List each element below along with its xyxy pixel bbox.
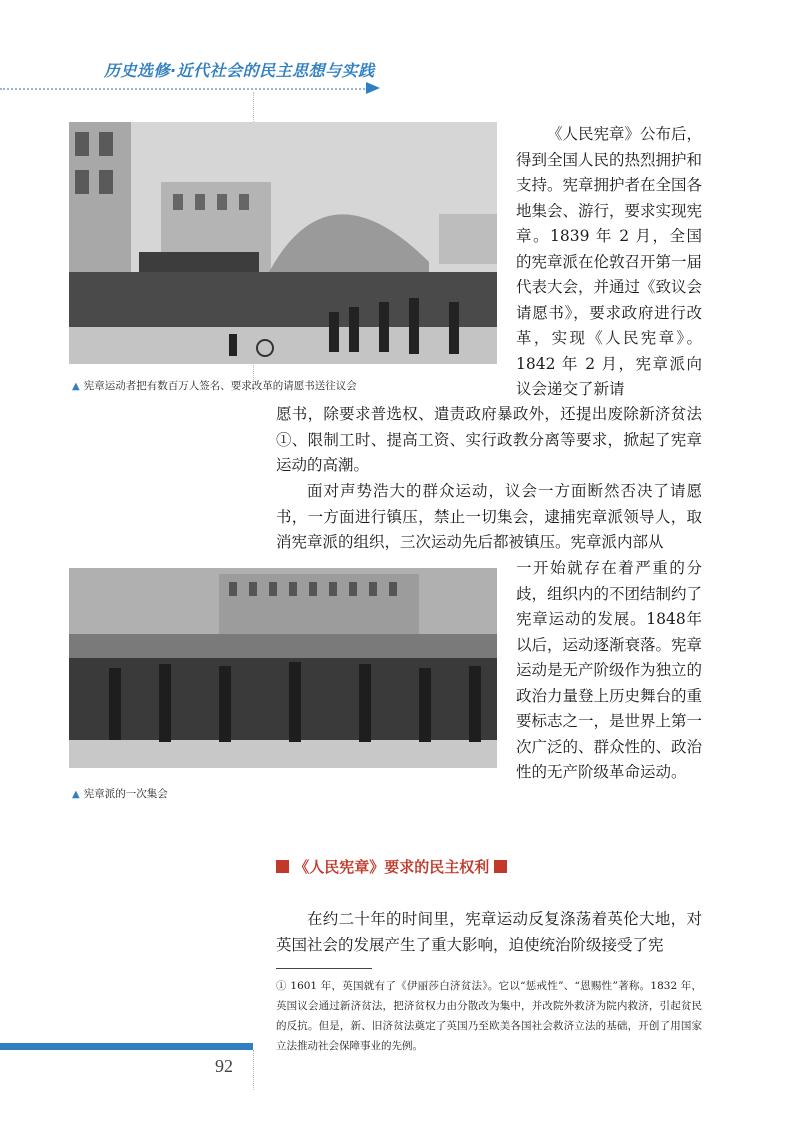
header-dotted-rule bbox=[0, 88, 372, 90]
page-number: 92 bbox=[215, 1056, 233, 1076]
paragraph-2-narrow bbox=[516, 556, 702, 786]
paragraph-1-narrow bbox=[516, 122, 702, 403]
footnote-marker: ① bbox=[276, 980, 287, 992]
caption-text: 宪章运动者把有数百万人签名、要求改革的请愿书送往议会 bbox=[83, 380, 357, 392]
paragraph-2-narrow-text: 一开始就存在着严重的分歧，组织内的不团结制约了宪章运动的发展。1848年以后，运动逐渐衰落。宪章运动是无产阶级作为独立的政治力量登上历史舞台的重要标志之一，是世界上第一次广泛的、群众性的、政治性的无产阶级革命运动。 bbox=[516, 559, 703, 781]
heading-square-icon bbox=[276, 860, 289, 873]
figure-petition-procession bbox=[69, 122, 497, 364]
paragraph-3-text: 在约二十年的时间里，宪章运动反复涤荡着英伦大地，对英国社会的发展产生了重大影响，迫使统治阶级接受了宪 bbox=[276, 910, 702, 954]
bottom-accent-bar bbox=[0, 1043, 253, 1050]
caption-triangle-icon: ▲ bbox=[72, 381, 80, 392]
paragraph-2-wide bbox=[276, 479, 702, 556]
section-heading bbox=[276, 856, 507, 877]
figure-caption bbox=[72, 378, 357, 393]
footnote-text: 1601 年，英国就有了《伊丽莎白济贫法》。它以“惩戒性”、“恩赐性”著称。1832 年，英国议会通过新济贫法，把济贫权力由分散改为集中，并改院外救济为院内救济，引起贫民的反抗。但是，新、旧济贫法奠定了英国乃至欧美各国社会救济立法的基础，开创了用国家立法推动社会保障事业的先例。 bbox=[276, 980, 702, 1052]
paragraph-1-narrow-text: 得到全国人民的热烈拥护和支持。宪章拥护者在全国各地集会、游行，要求实现宪章。1839 年 2 月，全国的宪章派在伦敦召开第一届代表大会，并通过《致议会请愿书》，要求政府进行改革，实现《人民宪章》。1842 年 2 月，宪章派向议会递交了新请 bbox=[516, 150, 703, 398]
heading-square-icon bbox=[494, 860, 507, 873]
caption-triangle-icon: ▲ bbox=[72, 789, 80, 800]
figure-caption bbox=[72, 786, 168, 801]
paragraph-1-wide bbox=[276, 402, 702, 479]
paragraph-2-wide-text: 面对声势浩大的群众运动，议会一方面断然否决了请愿书，一方面进行镇压，禁止一切集会，逮捕宪章派领导人，取消宪章派的组织，三次运动先后都被镇压。宪章派内部从 bbox=[276, 482, 702, 551]
paragraph-1-first-line: 《人民宪章》公布后， bbox=[547, 125, 703, 143]
section-heading-text: 《人民宪章》要求的民主权利 bbox=[294, 858, 490, 876]
paragraph-1-wide-text: 愿书，除要求普选权、遣责政府暴政外，还提出废除新济贫法①、限制工时、提高工资、实行政教分离等要求，掀起了宪章运动的高潮。 bbox=[276, 405, 702, 474]
figure-chartist-meeting bbox=[69, 568, 497, 768]
footnote bbox=[276, 976, 702, 1056]
caption-text: 宪章派的一次集会 bbox=[83, 788, 168, 800]
paragraph-3 bbox=[276, 907, 702, 958]
footnote-rule bbox=[276, 968, 372, 969]
running-title: 历史选修·近代社会的民主思想与实践 bbox=[104, 61, 375, 80]
margin-guide-line bbox=[253, 1050, 254, 1090]
header-arrow-icon bbox=[366, 82, 380, 94]
